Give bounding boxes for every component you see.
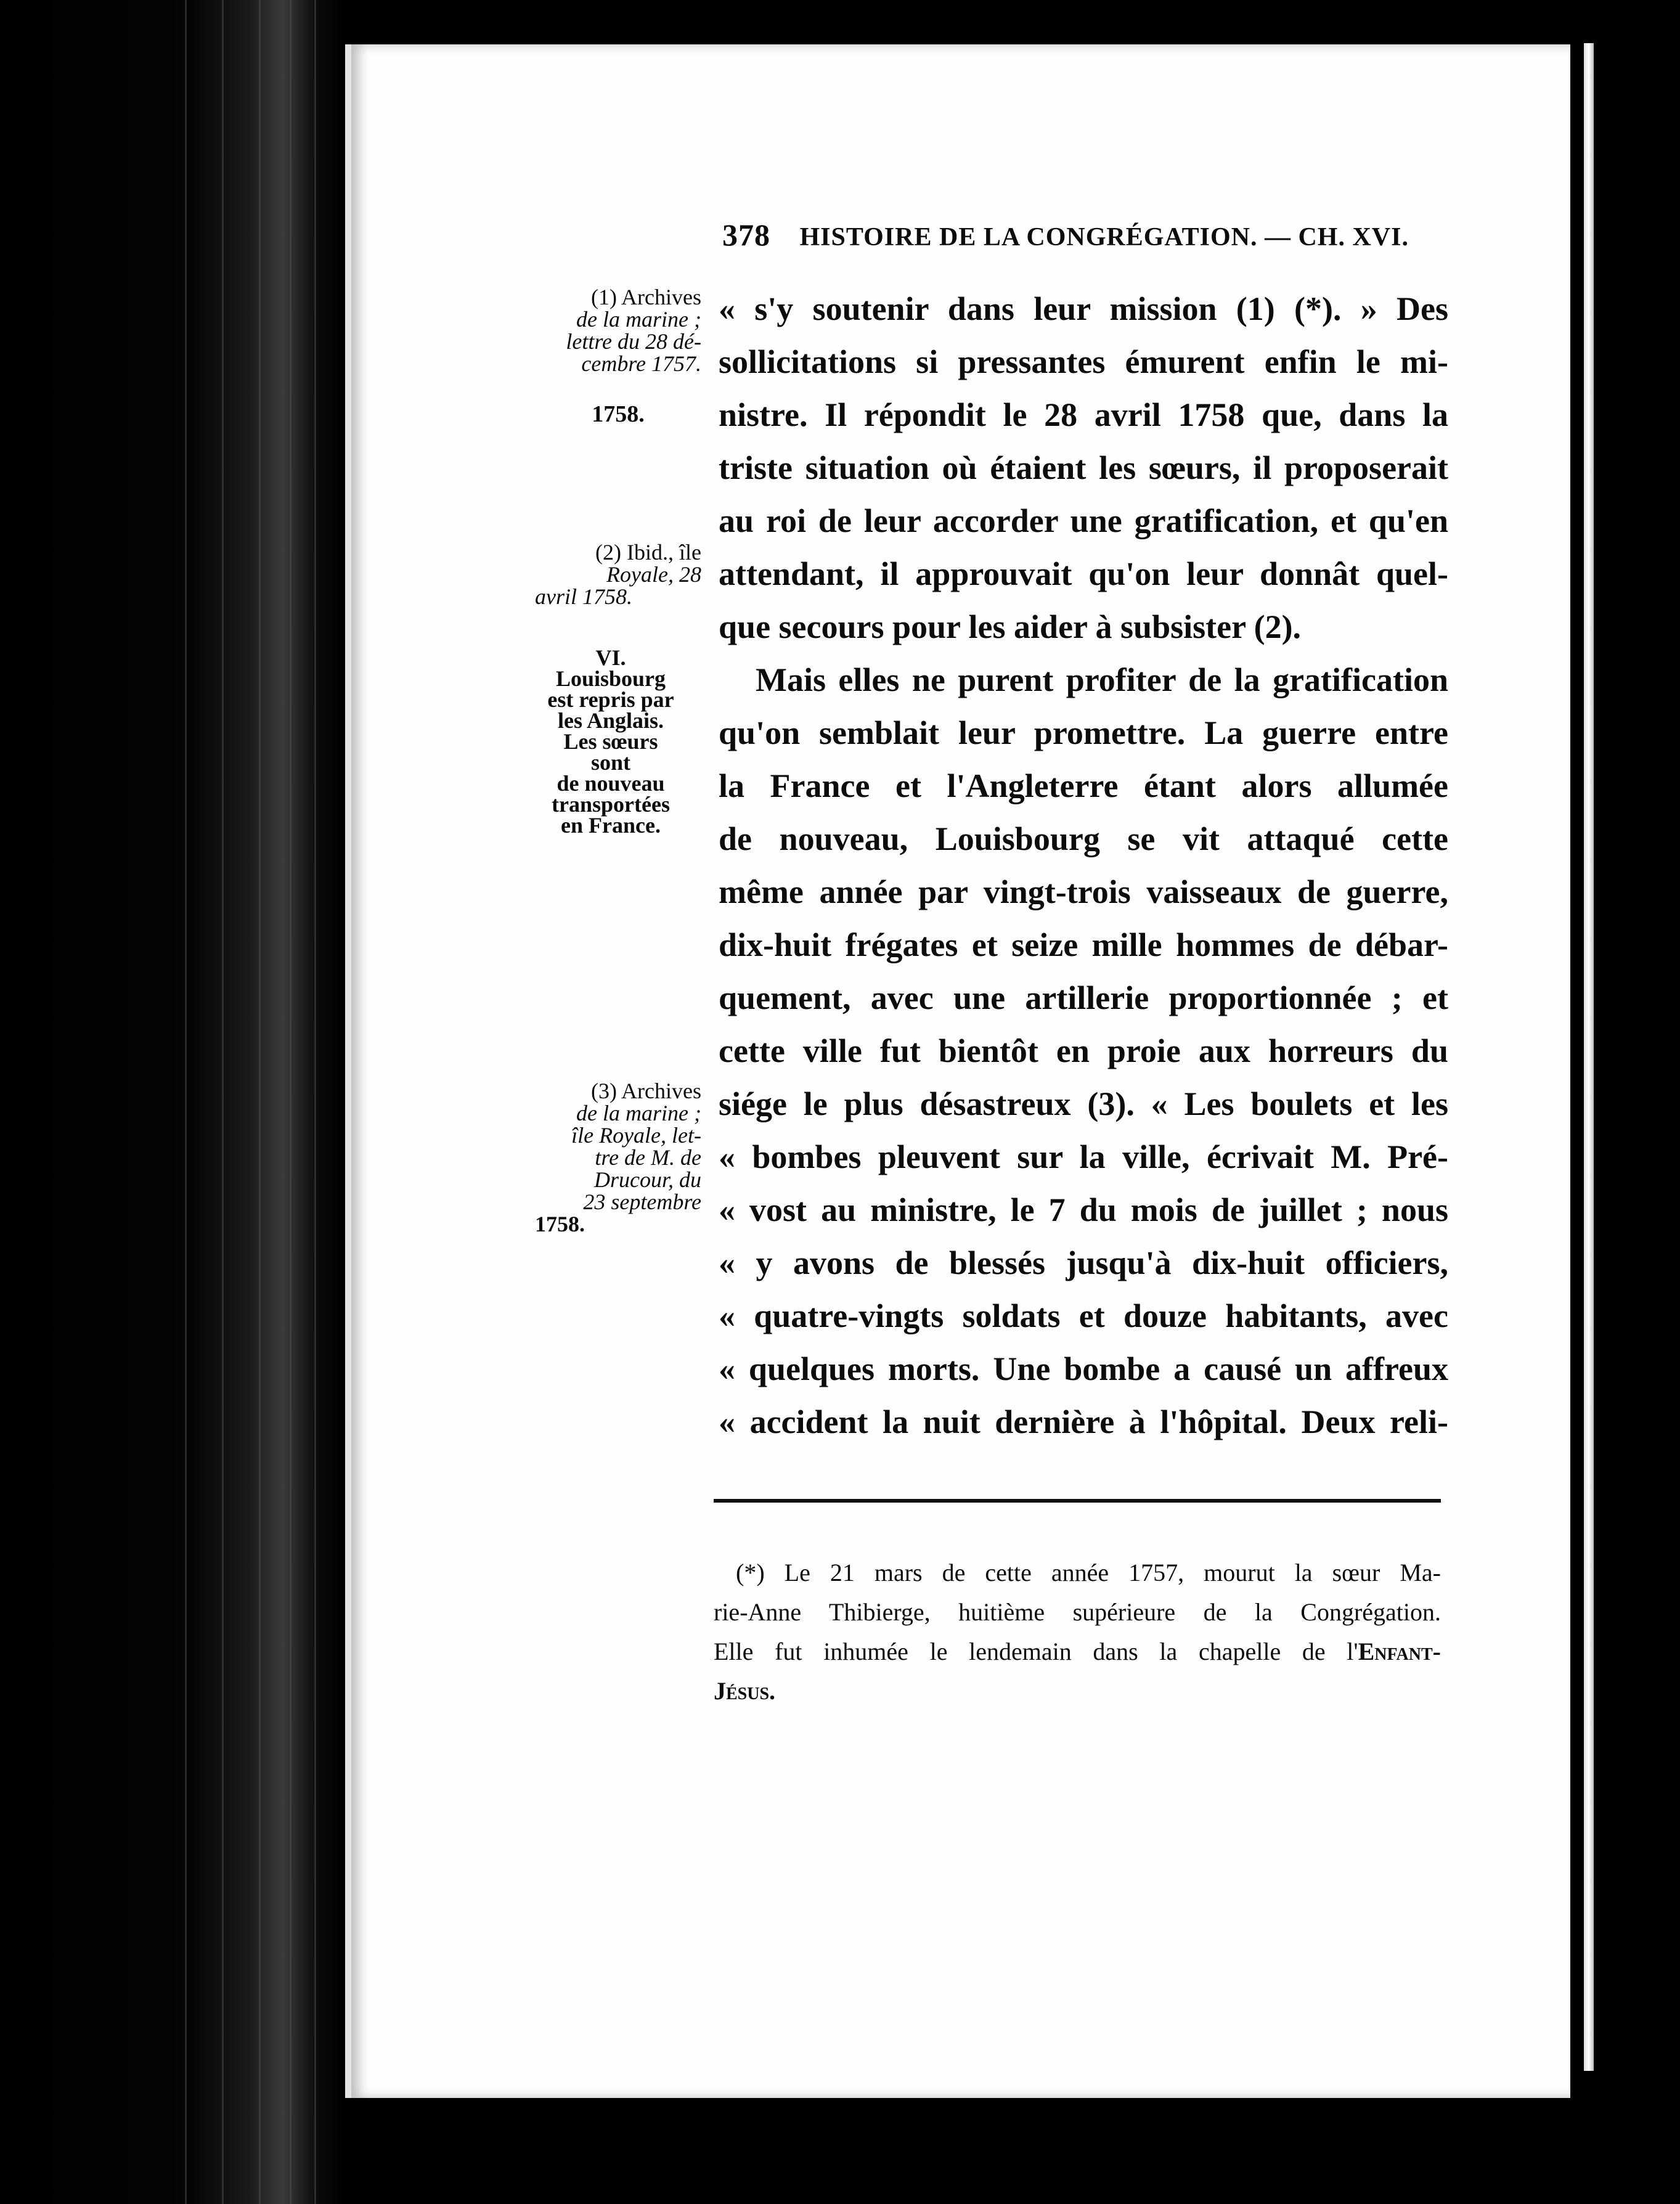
margin-year-text: 1758.: [592, 401, 645, 427]
body-line: « quelques morts. Une bombe a causé un affreux: [719, 1350, 1448, 1387]
margin-note-line: 23 septembre: [583, 1190, 701, 1214]
next-page-edge: [1570, 0, 1680, 2204]
summary-line: les Anglais.: [557, 708, 664, 733]
summary-line: Louisbourg: [555, 666, 666, 691]
body-line: cette ville fut bientôt en proie aux horreurs du: [719, 1032, 1448, 1069]
margin-note-line: Drucour, du: [593, 1167, 701, 1192]
footnote-rule: [714, 1499, 1441, 1503]
footnote-line: rie-Anne Thibierge, huitième supérieure de la Congrégation.: [714, 1598, 1441, 1626]
margin-note-line: île Royale, let-: [571, 1123, 701, 1148]
footnote-line-with-smallcaps: [714, 1632, 1441, 1671]
summary-line: en France.: [561, 813, 661, 838]
summary-line: transportées: [552, 792, 670, 817]
body-line: « s'y soutenir dans leur mission (1) (*). » Des: [719, 290, 1448, 327]
body-line: « bombes pleuvent sur la ville, écrivait M. Pré-: [719, 1138, 1448, 1175]
summary-line: de nouveau: [557, 771, 665, 796]
running-head: [722, 217, 1409, 253]
margin-note-line: de la marine ;: [576, 307, 701, 332]
body-line: triste situation où étaient les sœurs, il proposerait: [719, 449, 1448, 486]
footnote-line: (*) Le 21 mars de cette année 1757, mourut la sœur Ma-: [736, 1559, 1441, 1586]
summary-line: VI.: [595, 645, 626, 670]
body-line: « quatre-vingts soldats et douze habitants, avec: [719, 1297, 1448, 1334]
margin-summary: [534, 647, 688, 836]
body-line: la France et l'Angleterre étant alors allumée: [719, 767, 1448, 804]
body-line: nistre. Il répondit le 28 avril 1758 que, dans la: [719, 396, 1448, 433]
margin-note-line: (2) Ibid., île: [595, 540, 701, 565]
footnote-text: Elle fut inhumée le lendemain dans la chapelle de l': [714, 1638, 1358, 1665]
body-line: de nouveau, Louisbourg se vit attaqué cette: [719, 820, 1448, 857]
footnote-smallcaps: Enfant-: [1358, 1638, 1441, 1665]
body-line: que secours pour les aider à subsister (2).: [719, 608, 1302, 645]
body-line: dix-huit frégates et seize mille hommes de débar-: [719, 926, 1448, 963]
body-line: au roi de leur accorder une gratification, et qu'en: [719, 502, 1448, 539]
body-line: « y avons de blessés jusqu'à dix-huit officiers,: [719, 1244, 1448, 1281]
margin-note-line: lettre du 28 dé-: [566, 329, 701, 354]
page-number: 378: [722, 218, 770, 252]
margin-note-line: 1758.: [535, 1212, 585, 1236]
margin-note-3: [535, 1080, 701, 1235]
margin-note-line: cembre 1757.: [581, 351, 701, 376]
margin-note-2: [535, 541, 701, 608]
body-line: Mais elles ne purent profiter de la gratification: [756, 661, 1448, 698]
body-line: « vost au ministre, le 7 du mois de juillet ; nous: [719, 1191, 1448, 1228]
footnote-line: Jésus.: [714, 1677, 776, 1705]
margin-note-line: (1) Archives: [591, 285, 701, 309]
margin-note-line: de la marine ;: [576, 1101, 701, 1125]
summary-line: sont: [590, 750, 631, 775]
body-text: [719, 282, 1448, 1448]
summary-line: est repris par: [547, 687, 674, 712]
body-line: quement, avec une artillerie proportionnée ; et: [719, 979, 1448, 1016]
body-line: même année par vingt-trois vaisseaux de guerre,: [719, 873, 1448, 910]
margin-note-line: (3) Archives: [591, 1079, 701, 1103]
body-line: « accident la nuit dernière à l'hôpital. Deux reli-: [719, 1403, 1448, 1440]
body-line: siége le plus désastreux (3). « Les boulets et les: [719, 1085, 1448, 1122]
margin-note-1: [535, 286, 701, 375]
running-title: HISTOIRE DE LA CONGRÉGATION. — CH. XVI.: [799, 223, 1409, 251]
summary-line: Les sœurs: [563, 729, 658, 754]
margin-year: [535, 403, 701, 425]
body-line: qu'on semblait leur promettre. La guerre entre: [719, 714, 1448, 751]
body-line: attendant, il approuvait qu'on leur donnât quel-: [719, 555, 1448, 592]
margin-note-line: Royale, 28: [606, 562, 701, 587]
body-line: sollicitations si pressantes émurent enfin le mi-: [719, 343, 1448, 380]
margin-note-line: avril 1758.: [535, 584, 632, 609]
footnote: [714, 1553, 1441, 1711]
book-binding: [0, 0, 345, 2204]
margin-note-line: tre de M. de: [595, 1145, 701, 1170]
